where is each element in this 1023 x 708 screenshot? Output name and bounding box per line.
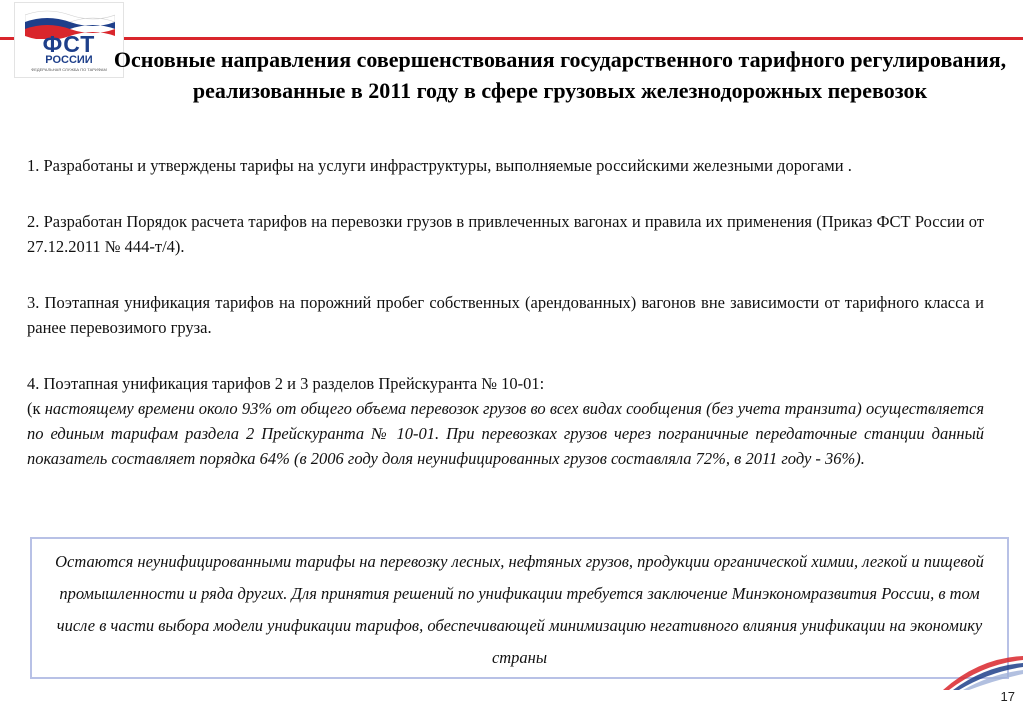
fst-logo — [14, 2, 124, 78]
header-red-line — [0, 37, 1023, 40]
slide-title: Основные направления совершенствования государственного тарифного регулирования, реализованные в 2011 году в сфере грузовых железнодорожных перевозок — [113, 47, 1007, 103]
detail-text: настоящему времени около 93% от общего объема перевозок грузов во всех видах сообщения (без учета транзита) осуществляется по единым тарифам раздела 2 Прейскуранта № 10-01. При перевозках грузов через пограничные передаточные станции данный показатель составляет порядка 64% (в 2006 году доля неунифицированных грузов составляла 72%, в 2011 году - 36%). — [27, 399, 984, 468]
slide-content — [27, 153, 984, 471]
list-item-4-detail — [27, 396, 984, 471]
list-item-3: 3. Поэтапная унификация тарифов на порожний пробег собственных (арендованных) вагонов вне зависимости от тарифного класса и ранее перевозимого груза. — [27, 293, 984, 337]
list-item-4-heading: 4. Поэтапная унификация тарифов 2 и 3 разделов Прейскуранта № 10-01: — [27, 374, 545, 393]
logo-subtitle: ФЕДЕРАЛЬНАЯ СЛУЖБА ПО ТАРИФАМ — [31, 67, 107, 72]
logo-abbreviation: ФСТ — [42, 31, 96, 57]
list-item-2: 2. Разработан Порядок расчета тарифов на перевозки грузов в привлеченных вагонах и правила их применения (Приказ ФСТ России от 27.12.2011 № 444-т/4). — [27, 212, 984, 256]
note-box: Остаются неунифицированными тарифы на перевозку лесных, нефтяных грузов, продукции органической химии, легкой и пищевой промышленности и ряда других. Для принятия решений по унификации требуется заключение Минэкономразвития России, в том числе в части выбора модели унификации тарифов, обеспечивающей минимизацию негативного влияния унификации на экономику страны — [30, 537, 1009, 679]
list-item-4 — [27, 371, 984, 471]
tricolor-swoosh-decoration — [939, 650, 1023, 694]
page-number: 17 — [1000, 689, 1015, 704]
logo-country: РОССИИ — [45, 54, 93, 66]
detail-prefix: (к — [27, 399, 45, 418]
list-item-1: 1. Разработаны и утверждены тарифы на услуги инфраструктуры, выполняемые российскими железными дорогами . — [27, 156, 852, 175]
